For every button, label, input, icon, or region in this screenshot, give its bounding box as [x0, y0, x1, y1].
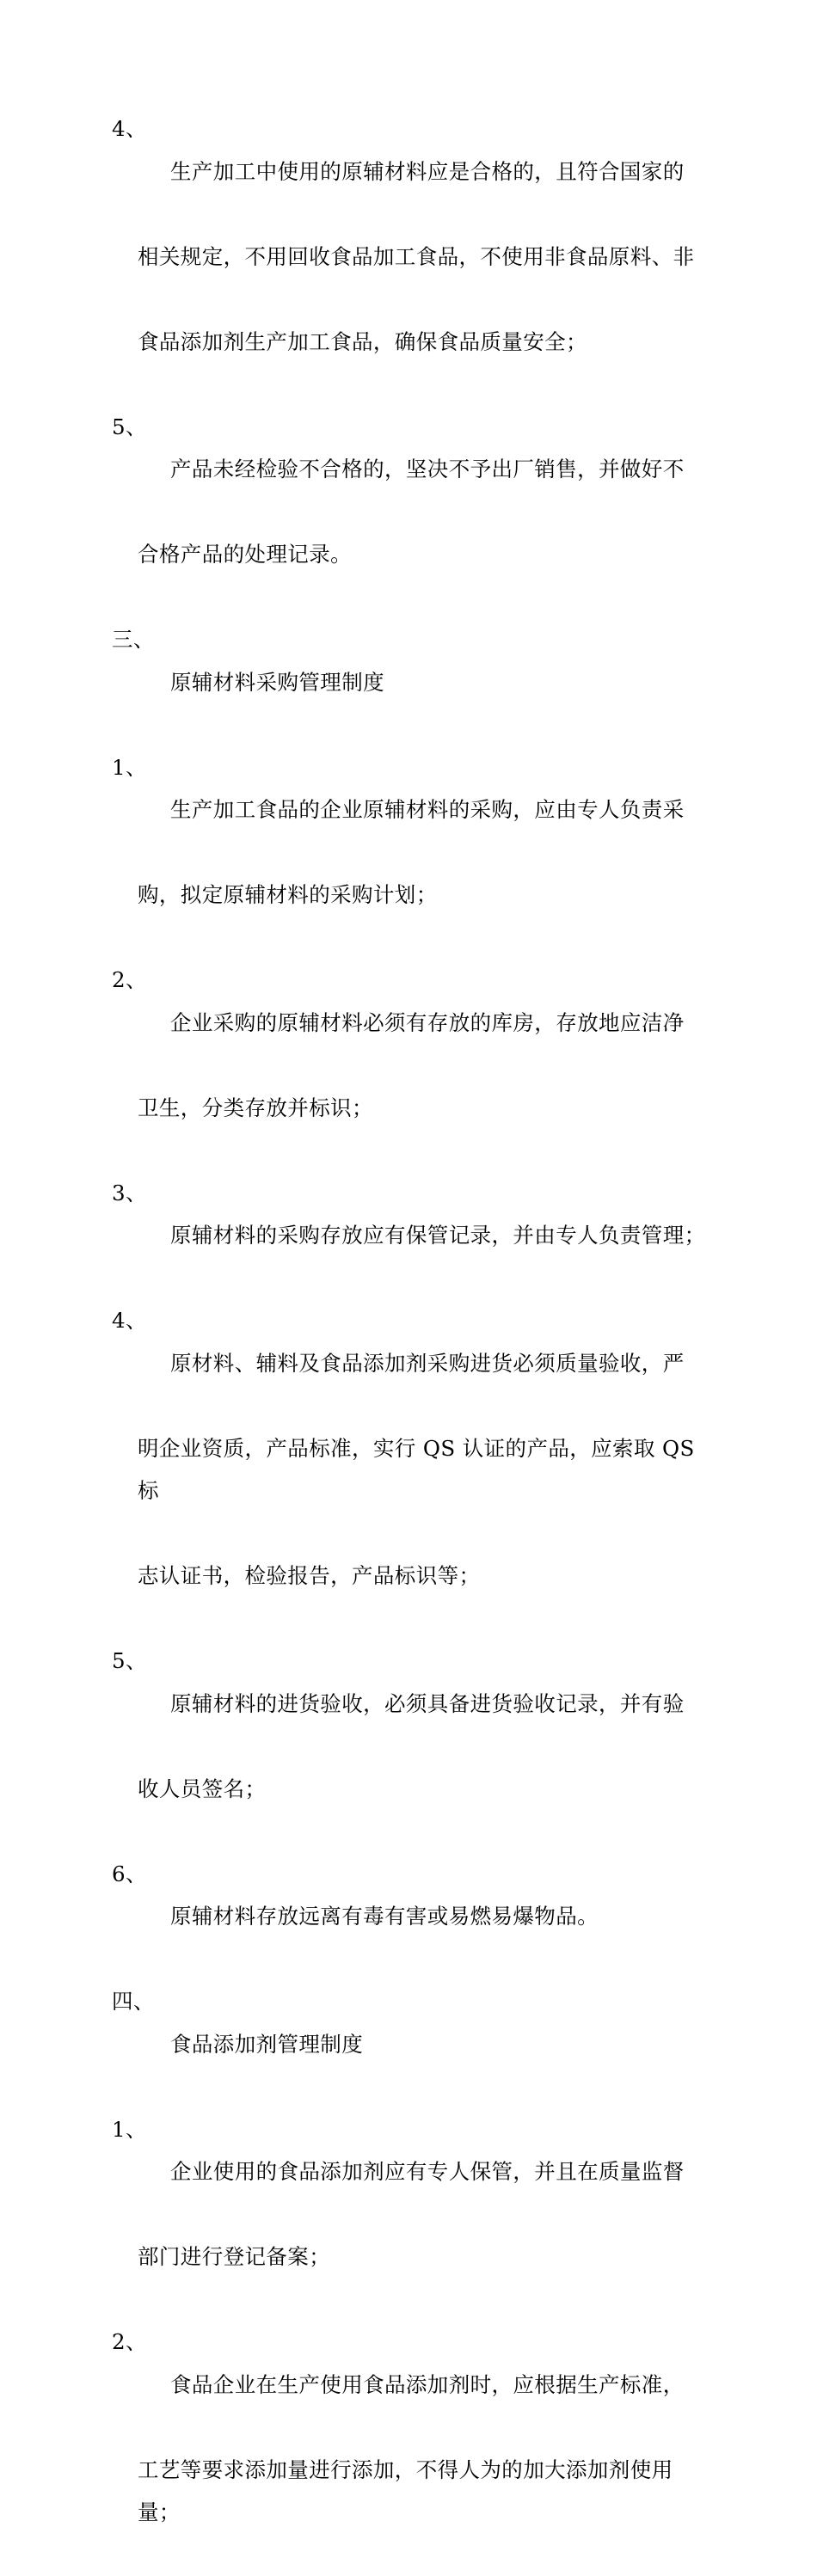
list-item-text	[138, 2321, 714, 2576]
list-item	[112, 2108, 714, 2321]
text-line: 原辅材料存放远离有毒有害或易燃易爆物品。	[170, 1904, 599, 1929]
list-item-text	[170, 1853, 714, 1981]
list-marker: 4、	[112, 116, 147, 141]
list-marker: 5、	[112, 1648, 147, 1673]
text-line: 相关规定，不用回收食品加工食品，不使用非食品原料、非	[138, 243, 695, 269]
list-marker: 4、	[112, 1308, 147, 1333]
text-line: 产品未经检验不合格的，坚决不予出厂销售，并做好不	[170, 457, 685, 481]
list-item	[112, 1853, 714, 1981]
list-item-text	[138, 959, 714, 1172]
list-item	[112, 1299, 714, 1640]
text-line: 卫生，分类存放并标识；	[138, 1095, 373, 1120]
text-line: 合格产品的处理记录。	[138, 542, 352, 567]
list-item-text	[170, 1172, 714, 1300]
list-item	[112, 107, 714, 406]
list-marker: 1、	[112, 2116, 147, 2142]
section-title	[170, 1980, 714, 2108]
text-line: 食品添加剂生产加工食品，确保食品质量安全；	[138, 328, 587, 354]
text-line: 企业使用的食品添加剂应有专人保管，并且在质量监督	[170, 2159, 685, 2184]
text-line: 原辅材料的采购存放应有保管记录，并由专人负责管理；	[170, 1223, 706, 1248]
text-line: 明企业资质，产品标准，实行 QS 认证的产品，应索取 QS 标	[138, 1435, 695, 1503]
list-marker: 1、	[112, 754, 147, 780]
text-line: 部门进行登记备案；	[138, 2244, 331, 2269]
text-line: 收人员签名；	[138, 1776, 267, 1801]
text-line: 工艺等要求添加量进行添加，不得人为的加大添加剂使用量；	[138, 2456, 673, 2524]
list-marker: 3、	[112, 1180, 147, 1205]
section-heading	[112, 1980, 714, 2108]
list-item-text	[138, 1640, 714, 1853]
list-marker: 2、	[112, 967, 147, 992]
section-title	[170, 618, 714, 746]
list-item	[112, 959, 714, 1172]
list-marker: 6、	[112, 1861, 147, 1886]
section-heading	[112, 618, 714, 746]
text-line: 志认证书，检验报告，产品标识等；	[138, 1563, 481, 1588]
text-line: 原辅材料采购管理制度	[170, 669, 384, 695]
text-line: 原辅材料的进货验收，必须具备进货验收记录，并有验	[170, 1690, 685, 1716]
text-line: 生产加工食品的企业原辅材料的采购，应由专人负责采	[170, 797, 685, 822]
document-body	[112, 107, 714, 2576]
text-line: 企业采购的原辅材料必须有存放的库房，存放地应洁净	[170, 1009, 685, 1035]
list-item-text	[138, 406, 714, 619]
list-marker: 2、	[112, 2329, 147, 2354]
list-item-text	[138, 2108, 714, 2321]
list-item	[112, 2321, 714, 2576]
text-line: 食品企业在生产使用食品添加剂时，应根据生产标准，	[170, 2371, 685, 2397]
list-item	[112, 1172, 714, 1300]
text-line: 购，拟定原辅材料的采购计划；	[138, 882, 438, 907]
text-line: 原材料、辅料及食品添加剂采购进货必须质量验收，严	[170, 1350, 685, 1376]
text-line: 食品添加剂管理制度	[170, 2031, 364, 2057]
list-item	[112, 406, 714, 619]
list-item	[112, 746, 714, 960]
list-item-text	[138, 1299, 714, 1640]
section-number: 三、	[112, 627, 155, 652]
list-item-text	[138, 107, 714, 406]
list-item	[112, 1640, 714, 1853]
list-item-text	[138, 746, 714, 960]
list-marker: 5、	[112, 414, 147, 439]
text-line: 生产加工中使用的原辅材料应是合格的，且符合国家的	[170, 158, 685, 184]
section-number: 四、	[112, 1989, 155, 2014]
